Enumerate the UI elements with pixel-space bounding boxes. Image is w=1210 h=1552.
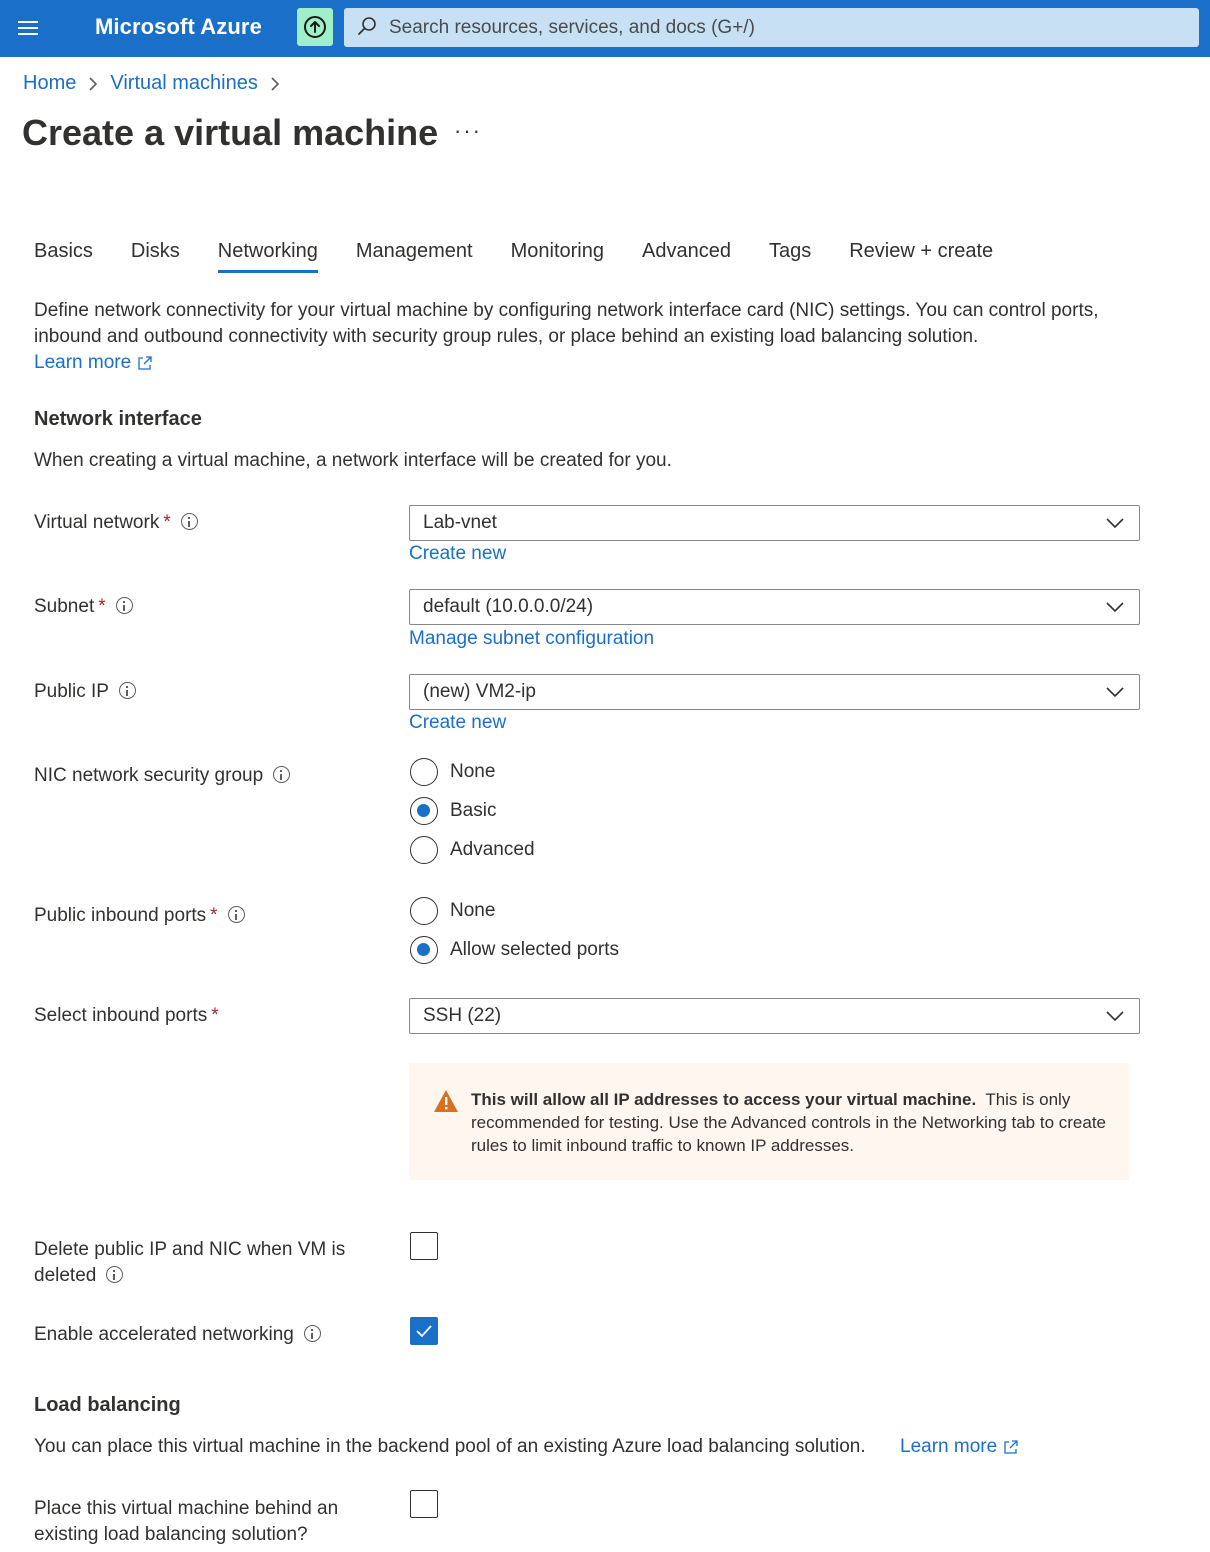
public-ip-label (34, 679, 374, 705)
radio-circle[interactable] (410, 897, 438, 925)
tab-bar (34, 240, 1031, 273)
chevron-down-icon (1105, 517, 1125, 529)
tab-tags[interactable]: Tags (768, 240, 812, 262)
virtual-network-select[interactable] (409, 505, 1140, 541)
chevron-down-icon (1105, 601, 1125, 613)
select-ports-label-text: Select inbound ports (34, 1005, 208, 1026)
subnet-label (34, 594, 374, 620)
delete-ip-label-text: Delete public IP and NIC when VM is deleted (34, 1239, 346, 1286)
tab-basics[interactable]: Basics (34, 240, 93, 262)
required-marker: * (211, 1005, 219, 1026)
place-behind-lb-checkbox[interactable] (410, 1490, 438, 1518)
tab-review-create[interactable]: Review + create (849, 240, 994, 262)
info-icon[interactable] (106, 1266, 123, 1283)
section-title-network-interface: Network interface (34, 408, 202, 430)
warning-icon (433, 1089, 459, 1113)
radio-label: None (450, 761, 496, 782)
radio-circle[interactable] (410, 836, 438, 864)
intro-text: Define network connectivity for your virtual machine by configuring network interface card (NIC) settings. You can control ports, inbound and outbound connectivity with security group rules, or place behind an existing load balancing solution. (34, 300, 1099, 347)
radio-label: Basic (450, 800, 497, 821)
warning-text (471, 1088, 1111, 1157)
info-icon[interactable] (304, 1325, 321, 1342)
public-ip-select[interactable] (409, 674, 1140, 710)
accel-networking-label-text: Enable accelerated networking (34, 1324, 294, 1345)
nsg-radio-basic[interactable] (410, 797, 496, 825)
manage-subnet-link[interactable]: Manage subnet configuration (409, 628, 655, 649)
radio-label: Allow selected ports (450, 939, 619, 960)
section-title-load-balancing: Load balancing (34, 1394, 181, 1416)
subnet-value: default (10.0.0.0/24) (423, 596, 594, 617)
accel-networking-label (34, 1322, 374, 1348)
tab-networking[interactable]: Networking (218, 240, 318, 273)
info-icon[interactable] (228, 906, 245, 923)
accel-networking-checkbox[interactable] (410, 1317, 438, 1345)
place-behind-lb-label: Place this virtual machine behind an existing load balancing solution? (34, 1498, 339, 1545)
subnet-label-text: Subnet (34, 596, 95, 617)
chevron-right-icon (270, 76, 280, 92)
brand-title[interactable]: Microsoft Azure (95, 14, 262, 39)
public-ip-label-text: Public IP (34, 681, 109, 702)
network-interface-description: When creating a virtual machine, a network interface will be created for you. (34, 450, 672, 471)
info-icon[interactable] (119, 682, 136, 699)
external-link-icon (137, 355, 153, 371)
more-options-button[interactable]: ··· (454, 118, 482, 143)
hamburger-menu-icon[interactable] (10, 12, 46, 44)
required-marker: * (163, 512, 171, 533)
inbound-radio-allow-selected[interactable] (410, 936, 619, 964)
search-icon (356, 16, 378, 38)
nic-nsg-label (34, 763, 374, 789)
learn-more-label: Learn more (34, 352, 132, 373)
info-icon[interactable] (273, 766, 290, 783)
delete-ip-checkbox[interactable] (410, 1232, 438, 1260)
create-new-vnet-link[interactable]: Create new (409, 543, 507, 564)
info-icon[interactable] (116, 597, 133, 614)
public-inbound-label-text: Public inbound ports (34, 905, 207, 926)
load-balancing-learn-more-link[interactable] (900, 1436, 1019, 1458)
nic-nsg-label-text: NIC network security group (34, 765, 264, 786)
inbound-ports-value: SSH (22) (423, 1005, 502, 1026)
warning-bold-text: This will allow all IP addresses to access your virtual machine. (471, 1090, 977, 1109)
upgrade-icon[interactable] (297, 8, 333, 46)
radio-circle-selected[interactable] (410, 936, 438, 964)
radio-circle-selected[interactable] (410, 797, 438, 825)
virtual-network-label-text: Virtual network (34, 512, 160, 533)
nsg-radio-none[interactable] (410, 758, 495, 786)
radio-label: Advanced (450, 839, 535, 860)
top-bar (0, 0, 1210, 57)
breadcrumb (23, 72, 292, 95)
public-ip-value: (new) VM2-ip (423, 681, 536, 702)
create-new-ip-link[interactable]: Create new (409, 712, 507, 733)
delete-ip-label (34, 1237, 364, 1289)
chevron-right-icon (88, 76, 98, 92)
warning-banner (409, 1063, 1129, 1180)
virtual-network-label (34, 510, 374, 536)
inbound-radio-none[interactable] (410, 897, 495, 925)
nsg-radio-advanced[interactable] (410, 836, 535, 864)
required-marker: * (210, 905, 218, 926)
breadcrumb-virtual-machines[interactable]: Virtual machines (110, 72, 258, 94)
virtual-network-value: Lab-vnet (423, 512, 497, 533)
warning-detail-text: This is only recommended for testing. Use the Advanced controls in the Networking tab to create rules to limit inbound traffic to known IP addresses. (471, 1090, 1107, 1155)
chevron-down-icon (1105, 1010, 1125, 1022)
page-title: Create a virtual machine (22, 112, 439, 153)
tab-management[interactable]: Management (355, 240, 473, 262)
tab-disks[interactable]: Disks (130, 240, 180, 262)
select-ports-label (34, 1003, 374, 1029)
radio-label: None (450, 900, 496, 921)
required-marker: * (98, 596, 106, 617)
subnet-select[interactable] (409, 589, 1140, 625)
learn-more-label: Learn more (900, 1436, 998, 1457)
load-balancing-description: You can place this virtual machine in the backend pool of an existing Azure load balancing solution. (34, 1436, 866, 1457)
radio-circle[interactable] (410, 758, 438, 786)
tab-advanced[interactable]: Advanced (641, 240, 731, 262)
search-input[interactable] (344, 8, 1199, 47)
learn-more-link[interactable] (34, 352, 153, 374)
tab-monitoring[interactable]: Monitoring (510, 240, 604, 262)
checkmark-icon (416, 1324, 432, 1338)
inbound-ports-select[interactable] (409, 998, 1140, 1034)
chevron-down-icon (1105, 686, 1125, 698)
external-link-icon (1003, 1439, 1019, 1455)
info-icon[interactable] (181, 513, 198, 530)
public-inbound-label (34, 903, 374, 929)
breadcrumb-home[interactable]: Home (23, 72, 77, 94)
